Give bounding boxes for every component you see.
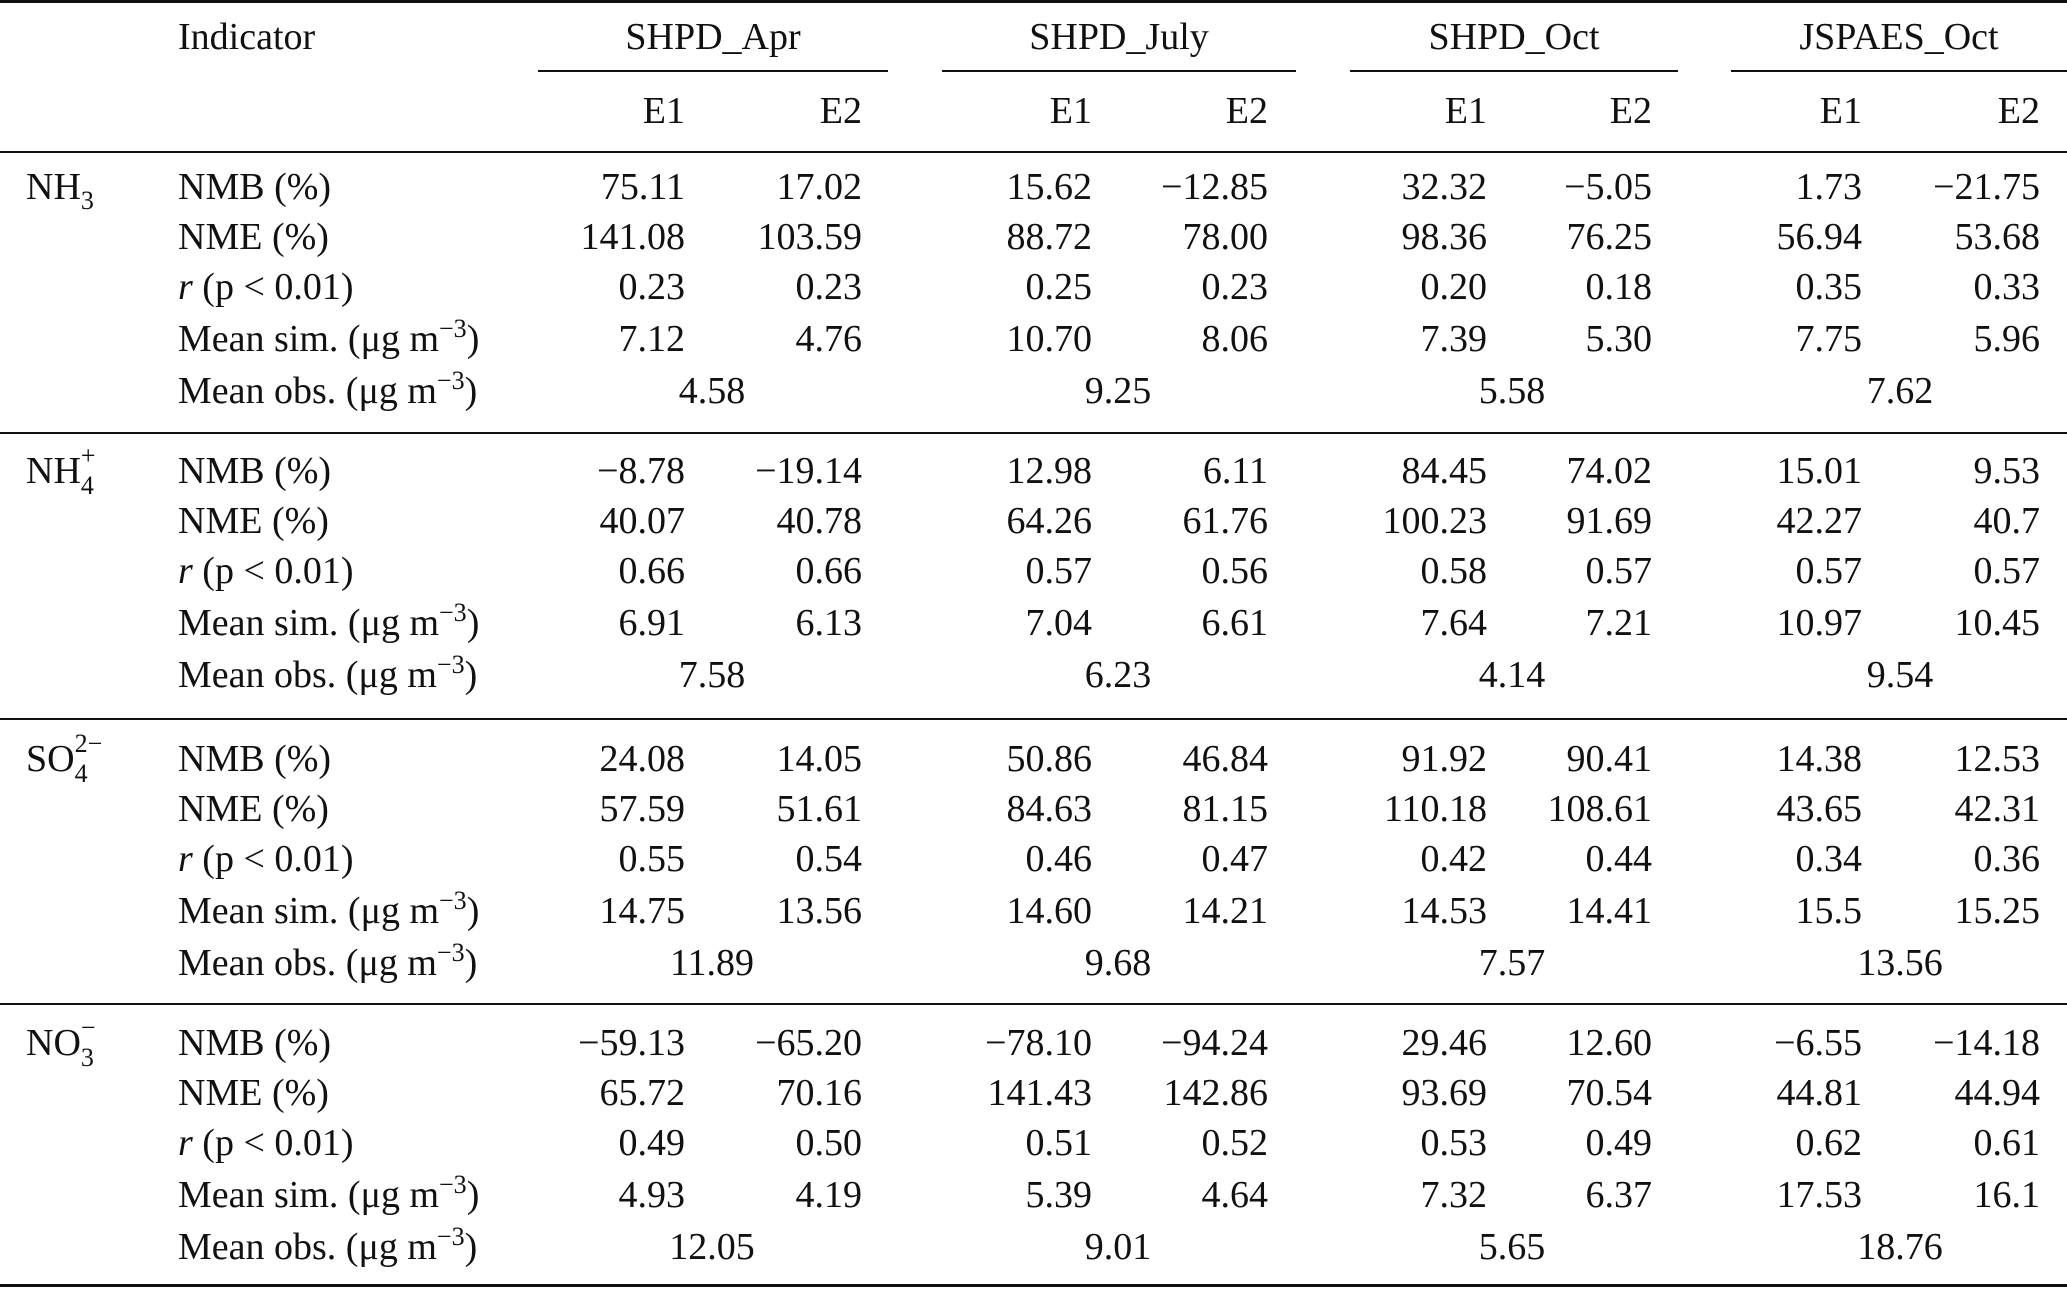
- row-label-nme: NME (%): [178, 1072, 329, 1114]
- cell-mean-obs: 5.65: [1478, 1226, 1546, 1268]
- cell-r: 0.62: [1795, 1122, 1862, 1164]
- cell-sim: 7.21: [1585, 602, 1652, 644]
- cell-nme: 44.94: [1954, 1072, 2040, 1114]
- cell-sim: 10.97: [1776, 602, 1862, 644]
- cell-nmb: −5.05: [1564, 166, 1652, 208]
- header-subcol: E2: [1225, 90, 1268, 132]
- row-label-r: r (p < 0.01): [178, 266, 354, 308]
- cell-sim: 14.75: [599, 890, 685, 932]
- cell-sim: 7.04: [1025, 602, 1092, 644]
- cell-r: 0.46: [1025, 838, 1092, 880]
- row-label-nme: NME (%): [178, 216, 329, 258]
- cell-mean-obs: 5.58: [1478, 370, 1546, 412]
- row-label-nmb: NMB (%): [178, 166, 332, 208]
- cell-nmb: −14.18: [1933, 1022, 2040, 1064]
- cell-mean-obs: 4.14: [1478, 654, 1546, 696]
- cell-nme: 100.23: [1382, 500, 1487, 542]
- cell-nme: 88.72: [1006, 216, 1092, 258]
- cell-sim: 4.64: [1201, 1174, 1268, 1216]
- species-label: NH + 4: [26, 441, 96, 500]
- cell-sim: 6.61: [1201, 602, 1268, 644]
- cell-sim: 5.39: [1025, 1174, 1092, 1216]
- cell-nmb: 75.11: [600, 166, 685, 208]
- cell-mean-obs: 9.25: [1084, 370, 1152, 412]
- cell-sim: 5.30: [1585, 318, 1652, 360]
- species-label: NO − 3: [26, 1013, 96, 1072]
- header-indicator: Indicator: [178, 16, 316, 58]
- row-label-nme: NME (%): [178, 788, 329, 830]
- group-rule-2: [942, 70, 1296, 72]
- species-label: SO 2− 4: [26, 729, 103, 788]
- cell-nme: 51.61: [776, 788, 862, 830]
- row-label-mean-obs: Mean obs. (μg $m^{-3}$): [178, 1222, 478, 1268]
- cell-sim: 4.76: [795, 318, 862, 360]
- cell-sim: 14.53: [1401, 890, 1487, 932]
- cell-r: 0.58: [1420, 550, 1487, 592]
- cell-nmb: 29.46: [1401, 1022, 1487, 1064]
- cell-nmb: 12.98: [1006, 450, 1092, 492]
- cell-sim: 10.70: [1006, 318, 1092, 360]
- row-label-nmb: NMB (%): [178, 450, 332, 492]
- cell-nmb: −59.13: [578, 1022, 685, 1064]
- cell-nme: 98.36: [1401, 216, 1487, 258]
- cell-nme: 40.7: [1973, 500, 2040, 542]
- cell-mean-obs: 9.01: [1084, 1226, 1152, 1268]
- cell-nmb: 24.08: [599, 738, 685, 780]
- cell-r: 0.25: [1025, 266, 1092, 308]
- header-subcol: E1: [1049, 90, 1092, 132]
- header-group: SHPD_July: [1029, 16, 1209, 58]
- cell-nmb: 1.73: [1795, 166, 1862, 208]
- cell-nmb: 32.32: [1401, 166, 1487, 208]
- cell-r: 0.33: [1973, 266, 2040, 308]
- cell-nme: 44.81: [1776, 1072, 1862, 1114]
- header-subcol: E1: [642, 90, 685, 132]
- cell-nmb: 91.92: [1401, 738, 1487, 780]
- cell-sim: 14.60: [1006, 890, 1092, 932]
- cell-sim: 13.56: [776, 890, 862, 932]
- cell-nmb: 50.86: [1006, 738, 1092, 780]
- cell-nmb: 46.84: [1182, 738, 1268, 780]
- row-label-mean-obs: Mean obs. (μg $m^{-3}$): [178, 650, 478, 696]
- row-label-mean-sim: Mean sim. (μg $m^{-3}$): [178, 598, 480, 644]
- cell-r: 0.50: [795, 1122, 862, 1164]
- cell-r: 0.66: [618, 550, 685, 592]
- cell-nme: 91.69: [1566, 500, 1652, 542]
- cell-sim: 6.37: [1585, 1174, 1652, 1216]
- cell-mean-obs: 9.68: [1084, 942, 1152, 984]
- cell-r: 0.57: [1025, 550, 1092, 592]
- section-rule-1: [0, 432, 2067, 434]
- cell-nme: 81.15: [1182, 788, 1268, 830]
- cell-r: 0.18: [1585, 266, 1652, 308]
- cell-nmb: −12.85: [1161, 166, 1268, 208]
- cell-nmb: −94.24: [1161, 1022, 1268, 1064]
- cell-nme: 110.18: [1383, 788, 1487, 830]
- group-rule-4: [1731, 70, 2067, 72]
- cell-r: 0.57: [1585, 550, 1652, 592]
- cell-sim: 15.5: [1795, 890, 1862, 932]
- cell-nmb: −6.55: [1774, 1022, 1862, 1064]
- cell-nmb: 90.41: [1566, 738, 1652, 780]
- cell-r: 0.57: [1795, 550, 1862, 592]
- cell-sim: 7.75: [1795, 318, 1862, 360]
- row-label-mean-sim: Mean sim. (μg $m^{-3}$): [178, 886, 480, 932]
- cell-nme: 78.00: [1182, 216, 1268, 258]
- cell-nme: 53.68: [1954, 216, 2040, 258]
- cell-nme: 40.78: [776, 500, 862, 542]
- cell-r: 0.61: [1973, 1122, 2040, 1164]
- cell-nmb: 74.02: [1566, 450, 1652, 492]
- cell-nme: 42.31: [1954, 788, 2040, 830]
- cell-mean-obs: 13.56: [1857, 942, 1943, 984]
- cell-nme: 57.59: [599, 788, 685, 830]
- cell-sim: 14.41: [1566, 890, 1652, 932]
- cell-nmb: 17.02: [776, 166, 862, 208]
- cell-nme: 43.65: [1776, 788, 1862, 830]
- cell-nmb: 6.11: [1202, 450, 1268, 492]
- cell-nmb: 12.60: [1566, 1022, 1652, 1064]
- cell-r: 0.36: [1973, 838, 2040, 880]
- cell-nme: 142.86: [1163, 1072, 1268, 1114]
- cell-r: 0.52: [1201, 1122, 1268, 1164]
- cell-nmb: 84.45: [1401, 450, 1487, 492]
- cell-nme: 40.07: [599, 500, 685, 542]
- cell-nme: 65.72: [599, 1072, 685, 1114]
- cell-sim: 4.19: [795, 1174, 862, 1216]
- cell-r: 0.34: [1795, 838, 1862, 880]
- cell-r: 0.51: [1025, 1122, 1092, 1164]
- cell-nme: 141.43: [987, 1072, 1092, 1114]
- row-label-r: r (p < 0.01): [178, 838, 354, 880]
- cell-sim: 8.06: [1201, 318, 1268, 360]
- cell-r: 0.49: [1585, 1122, 1652, 1164]
- header-group: SHPD_Oct: [1428, 16, 1600, 58]
- cell-nme: 141.08: [580, 216, 685, 258]
- cell-mean-obs: 12.05: [669, 1226, 755, 1268]
- cell-r: 0.54: [795, 838, 862, 880]
- header-rule: [0, 151, 2067, 153]
- cell-sim: 7.39: [1420, 318, 1487, 360]
- cell-nmb: 15.62: [1006, 166, 1092, 208]
- cell-r: 0.53: [1420, 1122, 1487, 1164]
- cell-sim: 15.25: [1954, 890, 2040, 932]
- header-subcol: E2: [1997, 90, 2040, 132]
- cell-nmb: −19.14: [755, 450, 862, 492]
- cell-nmb: −78.10: [985, 1022, 1092, 1064]
- cell-sim: 7.32: [1420, 1174, 1487, 1216]
- cell-r: 0.49: [618, 1122, 685, 1164]
- header-subcol: E1: [1819, 90, 1862, 132]
- cell-mean-obs: 6.23: [1084, 654, 1152, 696]
- top-rule: [0, 0, 2067, 3]
- cell-nme: 93.69: [1401, 1072, 1487, 1114]
- header-group: SHPD_Apr: [625, 16, 801, 58]
- cell-r: 0.20: [1420, 266, 1487, 308]
- cell-nme: 76.25: [1566, 216, 1652, 258]
- cell-mean-obs: 18.76: [1857, 1226, 1943, 1268]
- cell-nmb: 14.38: [1776, 738, 1862, 780]
- cell-mean-obs: 7.57: [1478, 942, 1546, 984]
- cell-mean-obs: 7.58: [678, 654, 746, 696]
- header-subcol: E2: [1609, 90, 1652, 132]
- cell-sim: 6.13: [795, 602, 862, 644]
- cell-r: 0.23: [1201, 266, 1268, 308]
- cell-sim: 5.96: [1973, 318, 2040, 360]
- cell-r: 0.47: [1201, 838, 1268, 880]
- cell-nme: 84.63: [1006, 788, 1092, 830]
- cell-nme: 42.27: [1776, 500, 1862, 542]
- cell-sim: 6.91: [618, 602, 685, 644]
- section-rule-2: [0, 718, 2067, 720]
- cell-sim: 16.1: [1973, 1174, 2040, 1216]
- cell-nmb: 12.53: [1954, 738, 2040, 780]
- cell-nme: 64.26: [1006, 500, 1092, 542]
- cell-mean-obs: 4.58: [678, 370, 746, 412]
- cell-r: 0.66: [795, 550, 862, 592]
- cell-nme: 56.94: [1776, 216, 1862, 258]
- row-label-mean-obs: Mean obs. (μg $m^{-3}$): [178, 366, 478, 412]
- cell-sim: 4.93: [618, 1174, 685, 1216]
- cell-sim: 7.64: [1420, 602, 1487, 644]
- group-rule-1: [538, 70, 888, 72]
- cell-sim: 10.45: [1954, 602, 2040, 644]
- row-label-mean-sim: Mean sim. (μg $m^{-3}$): [178, 1170, 480, 1216]
- cell-sim: 14.21: [1182, 890, 1268, 932]
- cell-r: 0.55: [618, 838, 685, 880]
- header-subcol: E2: [819, 90, 862, 132]
- cell-mean-obs: 11.89: [669, 942, 755, 984]
- cell-nmb: −8.78: [597, 450, 685, 492]
- cell-nmb: 15.01: [1776, 450, 1862, 492]
- row-label-mean-obs: Mean obs. (μg $m^{-3}$): [178, 938, 478, 984]
- cell-mean-obs: 9.54: [1866, 654, 1934, 696]
- cell-mean-obs: 7.62: [1866, 370, 1934, 412]
- row-label-mean-sim: Mean sim. (μg $m^{-3}$): [178, 314, 480, 360]
- cell-r: 0.56: [1201, 550, 1268, 592]
- cell-r: 0.35: [1795, 266, 1862, 308]
- header-subcol: E1: [1444, 90, 1487, 132]
- header-group: JSPAES_Oct: [1799, 16, 1999, 58]
- bottom-rule: [0, 1284, 2067, 1287]
- cell-r: 0.57: [1973, 550, 2040, 592]
- cell-nmb: −21.75: [1933, 166, 2040, 208]
- row-label-r: r (p < 0.01): [178, 1122, 354, 1164]
- cell-nmb: −65.20: [755, 1022, 862, 1064]
- cell-nmb: 14.05: [776, 738, 862, 780]
- cell-sim: 7.12: [618, 318, 685, 360]
- cell-nmb: 9.53: [1973, 450, 2040, 492]
- cell-r: 0.42: [1420, 838, 1487, 880]
- row-label-nme: NME (%): [178, 500, 329, 542]
- section-rule-3: [0, 1003, 2067, 1005]
- cell-sim: 17.53: [1776, 1174, 1862, 1216]
- cell-nme: 70.54: [1566, 1072, 1652, 1114]
- cell-r: 0.23: [795, 266, 862, 308]
- group-rule-3: [1350, 70, 1678, 72]
- cell-nme: 70.16: [776, 1072, 862, 1114]
- cell-nme: 103.59: [757, 216, 862, 258]
- cell-nme: 108.61: [1547, 788, 1652, 830]
- cell-nme: 61.76: [1182, 500, 1268, 542]
- species-label: $NH_3$: [26, 166, 94, 215]
- row-label-nmb: NMB (%): [178, 1022, 332, 1064]
- row-label-r: r (p < 0.01): [178, 550, 354, 592]
- cell-r: 0.23: [618, 266, 685, 308]
- row-label-nmb: NMB (%): [178, 738, 332, 780]
- cell-r: 0.44: [1585, 838, 1652, 880]
